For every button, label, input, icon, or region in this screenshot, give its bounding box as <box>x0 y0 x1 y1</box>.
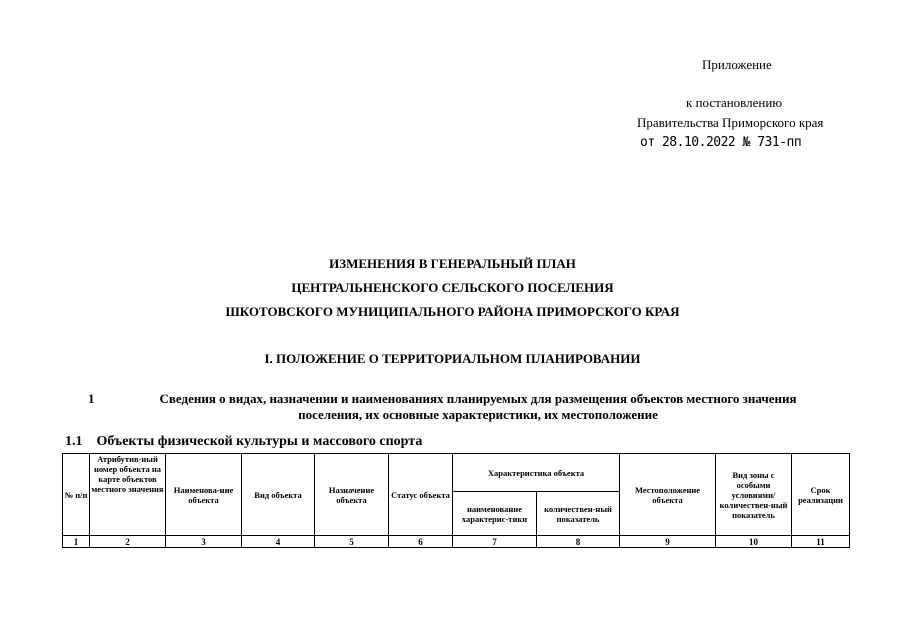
column-number-cell: 2 <box>90 536 166 548</box>
column-number-cell: 7 <box>453 536 537 548</box>
th-object-purpose: Назначение объекта <box>315 454 389 536</box>
column-number-cell: 8 <box>537 536 620 548</box>
column-number-cell: 1 <box>63 536 90 548</box>
paragraph-heading-line1: Сведения о видах, назначении и наименованиях планируемых для размещения объектов местного значения <box>159 391 797 406</box>
paragraph-heading-line2: поселения, их основные характеристики, их местоположение <box>298 407 658 422</box>
th-attribute-number: Атрибутив-ный номер объекта на карте объектов местного значения <box>90 454 166 536</box>
th-object-status: Статус объекта <box>389 454 453 536</box>
section-title: I. ПОЛОЖЕНИЕ О ТЕРРИТОРИАЛЬНОМ ПЛАНИРОВАНИИ <box>264 351 641 366</box>
column-number-cell: 4 <box>242 536 315 548</box>
column-number-cell: 11 <box>792 536 850 548</box>
doc-title-line3: ШКОТОВСКОГО МУНИЦИПАЛЬНОГО РАЙОНА ПРИМОРСКОГО КРАЯ <box>225 304 680 319</box>
th-location: Местоположение объекта <box>620 454 716 536</box>
column-number-cell: 10 <box>716 536 792 548</box>
th-characteristic-name: наименование характерис-тики <box>453 492 537 536</box>
th-characteristic-value: количествен-ный показатель <box>537 492 620 536</box>
th-zone: Вид зоны с особыми условиями/ количествен-ный показатель <box>716 454 792 536</box>
column-number-cell: 9 <box>620 536 716 548</box>
subsection-title: Объекты физической культуры и массового спорта <box>96 434 423 449</box>
column-number-cell: 6 <box>389 536 453 548</box>
objects-table <box>62 453 850 548</box>
column-number-cell: 3 <box>166 536 242 548</box>
appendix-date-number: от 28.10.2022 № 731-пп <box>640 135 802 150</box>
th-object-name: Наименова-ние объекта <box>166 454 242 536</box>
column-number-cell: 5 <box>315 536 389 548</box>
paragraph-number: 1 <box>88 391 95 406</box>
doc-title-line2: ЦЕНТРАЛЬНЕНСКОГО СЕЛЬСКОГО ПОСЕЛЕНИЯ <box>291 280 614 295</box>
doc-title-line1: ИЗМЕНЕНИЯ В ГЕНЕРАЛЬНЫЙ ПЛАН <box>329 256 576 271</box>
paragraph-heading <box>118 391 838 423</box>
th-characteristics-group: Характеристика объекта <box>453 454 620 492</box>
subsection-heading <box>65 434 422 450</box>
appendix-label: Приложение <box>702 57 772 72</box>
th-term: Срок реализации <box>792 454 850 536</box>
appendix-to-resolution: к постановлению <box>686 95 783 110</box>
subsection-number: 1.1 <box>65 434 83 449</box>
appendix-government: Правительства Приморского края <box>637 115 824 130</box>
th-object-type: Вид объекта <box>242 454 315 536</box>
th-number: № п/п <box>63 454 90 536</box>
